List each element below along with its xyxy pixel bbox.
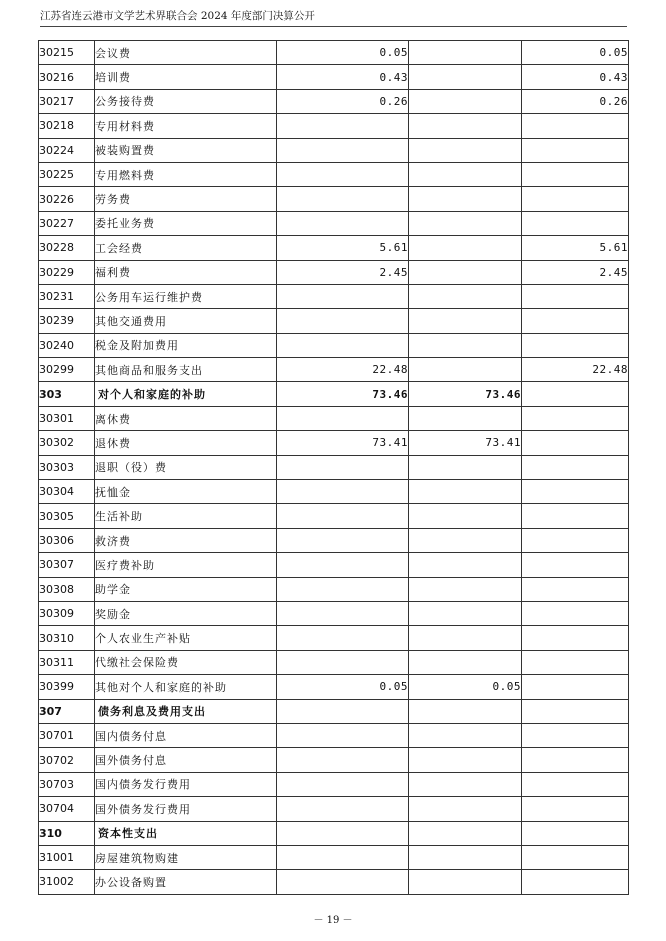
table-row — [39, 650, 629, 674]
item-name-cell: 被装购置费 — [95, 138, 277, 162]
economic-code-cell: 30702 — [39, 748, 95, 772]
basic-expenditure-cell: 73.46 — [409, 382, 522, 406]
public-expenditure-cell — [522, 333, 629, 357]
economic-code-cell: 30309 — [39, 601, 95, 625]
basic-expenditure-cell — [409, 650, 522, 674]
public-expenditure-cell — [522, 138, 629, 162]
total-amount-cell — [277, 870, 409, 894]
basic-expenditure-cell — [409, 870, 522, 894]
table-row — [39, 772, 629, 796]
basic-expenditure-cell — [409, 723, 522, 747]
table-row — [39, 797, 629, 821]
public-expenditure-cell — [522, 577, 629, 601]
economic-code-cell: 30299 — [39, 358, 95, 382]
basic-expenditure-cell — [409, 236, 522, 260]
public-expenditure-cell — [522, 797, 629, 821]
total-amount-cell — [277, 797, 409, 821]
item-name-cell: 国外债务付息 — [95, 748, 277, 772]
economic-code-cell: 30217 — [39, 89, 95, 113]
total-amount-cell — [277, 504, 409, 528]
table-row — [39, 553, 629, 577]
total-amount-cell — [277, 748, 409, 772]
basic-expenditure-cell — [409, 455, 522, 479]
total-amount-cell — [277, 284, 409, 308]
economic-code-cell: 310 — [39, 821, 95, 845]
total-amount-cell — [277, 601, 409, 625]
total-amount-cell — [277, 455, 409, 479]
economic-code-cell: 30215 — [39, 41, 95, 65]
basic-expenditure-cell — [409, 65, 522, 89]
item-name-cell: 其他交通费用 — [95, 309, 277, 333]
economic-code-cell: 30226 — [39, 187, 95, 211]
total-amount-cell — [277, 723, 409, 747]
total-amount-cell — [277, 138, 409, 162]
table-body — [39, 41, 629, 895]
public-expenditure-cell — [522, 480, 629, 504]
item-name-cell: 国外债务发行费用 — [95, 797, 277, 821]
basic-expenditure-cell — [409, 41, 522, 65]
table-row — [39, 89, 629, 113]
total-amount-cell — [277, 333, 409, 357]
economic-code-cell: 30216 — [39, 65, 95, 89]
economic-code-cell: 307 — [39, 699, 95, 723]
economic-code-cell: 30229 — [39, 260, 95, 284]
total-amount-cell — [277, 114, 409, 138]
basic-expenditure-cell — [409, 504, 522, 528]
table-row — [39, 284, 629, 308]
economic-code-cell: 30224 — [39, 138, 95, 162]
economic-code-cell: 30311 — [39, 650, 95, 674]
basic-expenditure-cell — [409, 211, 522, 235]
basic-expenditure-cell — [409, 821, 522, 845]
public-expenditure-cell — [522, 821, 629, 845]
basic-expenditure-cell — [409, 187, 522, 211]
economic-code-cell: 30703 — [39, 772, 95, 796]
table-row — [39, 211, 629, 235]
economic-code-cell: 30303 — [39, 455, 95, 479]
public-expenditure-cell — [522, 114, 629, 138]
basic-expenditure-cell — [409, 480, 522, 504]
economic-code-cell: 30701 — [39, 723, 95, 747]
item-name-cell: 生活补助 — [95, 504, 277, 528]
item-name-cell: 抚恤金 — [95, 480, 277, 504]
basic-expenditure-cell — [409, 553, 522, 577]
total-amount-cell: 2.45 — [277, 260, 409, 284]
table-row — [39, 821, 629, 845]
item-name-cell: 奖励金 — [95, 601, 277, 625]
economic-code-cell: 30305 — [39, 504, 95, 528]
total-amount-cell — [277, 553, 409, 577]
item-name-cell: 助学金 — [95, 577, 277, 601]
basic-expenditure-cell — [409, 626, 522, 650]
header-title: 江苏省连云港市文学艺术界联合会 2024 年度部门决算公开 — [40, 10, 315, 22]
document-header — [40, 8, 627, 27]
table-row — [39, 723, 629, 747]
table-row — [39, 870, 629, 894]
item-name-cell: 福利费 — [95, 260, 277, 284]
item-name-cell: 专用材料费 — [95, 114, 277, 138]
total-amount-cell — [277, 406, 409, 430]
total-amount-cell — [277, 211, 409, 235]
public-expenditure-cell — [522, 601, 629, 625]
economic-code-cell: 30228 — [39, 236, 95, 260]
economic-code-cell: 30308 — [39, 577, 95, 601]
item-name-cell: 房屋建筑物购建 — [95, 845, 277, 869]
economic-code-cell: 303 — [39, 382, 95, 406]
public-expenditure-cell — [522, 284, 629, 308]
public-expenditure-cell — [522, 382, 629, 406]
table-row — [39, 480, 629, 504]
basic-expenditure-cell — [409, 748, 522, 772]
public-expenditure-cell: 0.26 — [522, 89, 629, 113]
total-amount-cell — [277, 821, 409, 845]
basic-expenditure-cell — [409, 772, 522, 796]
table-row — [39, 626, 629, 650]
total-amount-cell — [277, 480, 409, 504]
table-row — [39, 406, 629, 430]
economic-code-cell: 30306 — [39, 528, 95, 552]
item-name-cell: 办公设备购置 — [95, 870, 277, 894]
table-row — [39, 748, 629, 772]
total-amount-cell — [277, 772, 409, 796]
total-amount-cell — [277, 650, 409, 674]
basic-expenditure-cell — [409, 114, 522, 138]
item-name-cell: 国内债务付息 — [95, 723, 277, 747]
economic-code-cell: 30310 — [39, 626, 95, 650]
item-name-cell: 公务接待费 — [95, 89, 277, 113]
public-expenditure-cell — [522, 162, 629, 186]
table-row — [39, 41, 629, 65]
basic-expenditure-cell — [409, 528, 522, 552]
item-name-cell: 工会经费 — [95, 236, 277, 260]
item-name-cell: 资本性支出 — [95, 821, 277, 845]
economic-code-cell: 31001 — [39, 845, 95, 869]
item-name-cell: 债务利息及费用支出 — [95, 699, 277, 723]
table-row — [39, 358, 629, 382]
public-expenditure-cell — [522, 650, 629, 674]
item-name-cell: 会议费 — [95, 41, 277, 65]
basic-expenditure-cell — [409, 138, 522, 162]
total-amount-cell — [277, 626, 409, 650]
table-row — [39, 675, 629, 699]
table-row — [39, 431, 629, 455]
public-expenditure-cell — [522, 528, 629, 552]
basic-expenditure-cell — [409, 358, 522, 382]
table-row — [39, 577, 629, 601]
economic-code-cell: 30225 — [39, 162, 95, 186]
economic-code-cell: 30307 — [39, 553, 95, 577]
table-row — [39, 845, 629, 869]
item-name-cell: 对个人和家庭的补助 — [95, 382, 277, 406]
item-name-cell: 医疗费补助 — [95, 553, 277, 577]
total-amount-cell — [277, 528, 409, 552]
public-expenditure-cell — [522, 870, 629, 894]
item-name-cell: 国内债务发行费用 — [95, 772, 277, 796]
item-name-cell: 离休费 — [95, 406, 277, 430]
public-expenditure-cell — [522, 553, 629, 577]
item-name-cell: 代缴社会保险费 — [95, 650, 277, 674]
public-expenditure-cell: 5.61 — [522, 236, 629, 260]
expenditure-table — [38, 40, 629, 895]
total-amount-cell — [277, 577, 409, 601]
table-row — [39, 601, 629, 625]
total-amount-cell — [277, 162, 409, 186]
basic-expenditure-cell — [409, 699, 522, 723]
basic-expenditure-cell — [409, 284, 522, 308]
public-expenditure-cell — [522, 748, 629, 772]
basic-expenditure-cell — [409, 333, 522, 357]
item-name-cell: 救济费 — [95, 528, 277, 552]
economic-code-cell: 30704 — [39, 797, 95, 821]
economic-code-cell: 30218 — [39, 114, 95, 138]
economic-code-cell: 30227 — [39, 211, 95, 235]
total-amount-cell — [277, 187, 409, 211]
basic-expenditure-cell — [409, 406, 522, 430]
economic-code-cell: 30301 — [39, 406, 95, 430]
item-name-cell: 税金及附加费用 — [95, 333, 277, 357]
public-expenditure-cell — [522, 626, 629, 650]
item-name-cell: 退职（役）费 — [95, 455, 277, 479]
basic-expenditure-cell: 73.41 — [409, 431, 522, 455]
item-name-cell: 个人农业生产补贴 — [95, 626, 277, 650]
table-row — [39, 162, 629, 186]
economic-code-cell: 30304 — [39, 480, 95, 504]
item-name-cell: 委托业务费 — [95, 211, 277, 235]
public-expenditure-cell — [522, 675, 629, 699]
public-expenditure-cell — [522, 309, 629, 333]
total-amount-cell: 22.48 — [277, 358, 409, 382]
basic-expenditure-cell — [409, 577, 522, 601]
economic-code-cell: 30302 — [39, 431, 95, 455]
item-name-cell: 劳务费 — [95, 187, 277, 211]
table-row — [39, 114, 629, 138]
public-expenditure-cell — [522, 772, 629, 796]
economic-code-cell: 30231 — [39, 284, 95, 308]
item-name-cell: 专用燃料费 — [95, 162, 277, 186]
page-number: － 19 － — [313, 915, 353, 926]
basic-expenditure-cell — [409, 845, 522, 869]
public-expenditure-cell — [522, 431, 629, 455]
total-amount-cell: 5.61 — [277, 236, 409, 260]
economic-code-cell: 30399 — [39, 675, 95, 699]
public-expenditure-cell — [522, 699, 629, 723]
item-name-cell: 退休费 — [95, 431, 277, 455]
table-row — [39, 699, 629, 723]
public-expenditure-cell — [522, 406, 629, 430]
table-row — [39, 528, 629, 552]
basic-expenditure-cell: 0.05 — [409, 675, 522, 699]
public-expenditure-cell: 2.45 — [522, 260, 629, 284]
basic-expenditure-cell — [409, 309, 522, 333]
basic-expenditure-cell — [409, 601, 522, 625]
total-amount-cell: 0.26 — [277, 89, 409, 113]
item-name-cell: 其他对个人和家庭的补助 — [95, 675, 277, 699]
public-expenditure-cell — [522, 845, 629, 869]
basic-expenditure-cell — [409, 89, 522, 113]
total-amount-cell — [277, 699, 409, 723]
table-row — [39, 138, 629, 162]
item-name-cell: 其他商品和服务支出 — [95, 358, 277, 382]
economic-code-cell: 30240 — [39, 333, 95, 357]
total-amount-cell: 0.43 — [277, 65, 409, 89]
total-amount-cell: 73.41 — [277, 431, 409, 455]
total-amount-cell — [277, 309, 409, 333]
item-name-cell: 公务用车运行维护费 — [95, 284, 277, 308]
table-row — [39, 260, 629, 284]
basic-expenditure-cell — [409, 162, 522, 186]
public-expenditure-cell — [522, 504, 629, 528]
public-expenditure-cell — [522, 187, 629, 211]
public-expenditure-cell — [522, 455, 629, 479]
public-expenditure-cell: 22.48 — [522, 358, 629, 382]
table-row — [39, 382, 629, 406]
total-amount-cell: 0.05 — [277, 41, 409, 65]
table-row — [39, 455, 629, 479]
table-row — [39, 504, 629, 528]
economic-code-cell: 30239 — [39, 309, 95, 333]
public-expenditure-cell: 0.43 — [522, 65, 629, 89]
table-row — [39, 65, 629, 89]
item-name-cell: 培训费 — [95, 65, 277, 89]
basic-expenditure-cell — [409, 797, 522, 821]
public-expenditure-cell — [522, 723, 629, 747]
table-row — [39, 333, 629, 357]
total-amount-cell — [277, 845, 409, 869]
table-row — [39, 187, 629, 211]
total-amount-cell: 73.46 — [277, 382, 409, 406]
public-expenditure-cell — [522, 211, 629, 235]
table-row — [39, 309, 629, 333]
table-row — [39, 236, 629, 260]
public-expenditure-cell: 0.05 — [522, 41, 629, 65]
economic-code-cell: 31002 — [39, 870, 95, 894]
basic-expenditure-cell — [409, 260, 522, 284]
total-amount-cell: 0.05 — [277, 675, 409, 699]
